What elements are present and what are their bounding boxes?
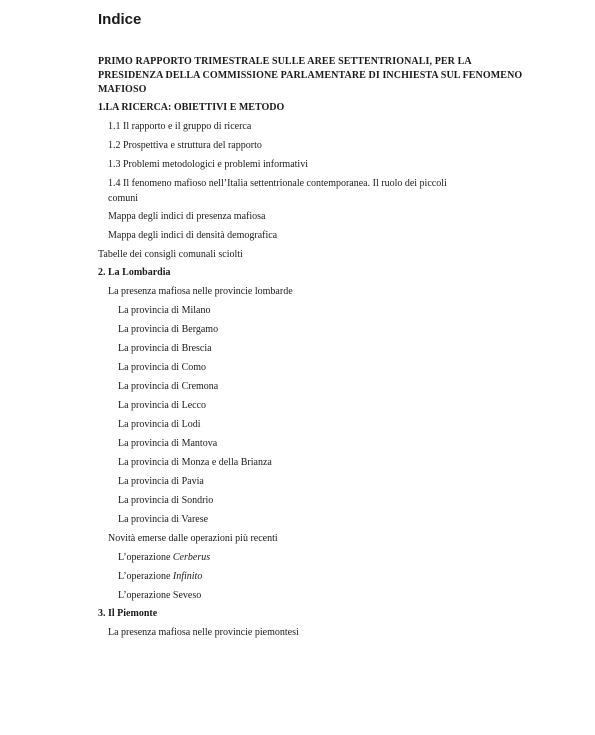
toc-province-bergamo: La provincia di Bergamo xyxy=(118,324,219,335)
toc-entry-1-3: 1.3 Problemi metodologici e problemi informativi xyxy=(108,159,308,170)
toc-entry-map-density: Mappa degli indici di densità demografica xyxy=(108,230,278,241)
toc-province-sondrio: La provincia di Sondrio xyxy=(118,495,214,506)
toc-entry-1-2: 1.2 Prospettiva e struttura del rapporto xyxy=(108,140,262,151)
toc-province-cremona: La provincia di Cremona xyxy=(118,381,219,392)
toc-entry-piemonte-intro: La presenza mafiosa nelle provincie piemontesi xyxy=(108,627,299,638)
toc-entry-1-4-line-2: comuni xyxy=(108,193,138,204)
toc-province-lecco: La provincia di Lecco xyxy=(118,400,207,411)
toc-entry-operazione-seveso: L’operazione Seveso xyxy=(118,590,202,601)
operation-prefix: L’operazione xyxy=(118,571,173,582)
toc-entry-tables: Tabelle dei consigli comunali sciolti xyxy=(98,249,243,260)
toc-section-1: 1.LA RICERCA: OBIETTIVI E METODO xyxy=(98,102,285,113)
toc-section-3: 3. Il Piemonte xyxy=(98,608,158,619)
toc-entry-lombardia-intro: La presenza mafiosa nelle provincie lombarde xyxy=(108,286,293,297)
toc-entry-map-presence: Mappa degli indici di presenza mafiosa xyxy=(108,211,266,222)
toc-entry-1-4-line-1: 1.4 Il fenomeno mafioso nell’Italia settentrionale contemporanea. Il ruolo dei piccoli xyxy=(108,178,447,189)
toc-province-varese: La provincia di Varese xyxy=(118,514,209,525)
operation-name-cerberus: Cerberus xyxy=(172,552,211,563)
toc-province-monza-brianza: La provincia di Monza e della Brianza xyxy=(118,457,272,468)
report-heading-line-2: PRESIDENZA DELLA COMMISSIONE PARLAMENTARE DI INCHIESTA SUL FENOMENO xyxy=(98,70,523,81)
toc-province-pavia: La provincia di Pavia xyxy=(118,476,204,487)
toc-entry-novita: Novità emerse dalle operazioni più recenti xyxy=(108,533,278,544)
toc-entry-operazione-infinito xyxy=(118,571,202,582)
report-heading-line-3: MAFIOSO xyxy=(98,84,147,95)
page-title: Indice xyxy=(98,11,142,28)
toc-province-brescia: La provincia di Brescia xyxy=(118,343,212,354)
toc-entry-operazione-cerberus xyxy=(118,552,210,563)
toc-section-2: 2. La Lombardia xyxy=(98,267,171,278)
operation-prefix: L’operazione xyxy=(118,552,173,563)
toc-province-lodi: La provincia di Lodi xyxy=(118,419,201,430)
report-heading-line-1: PRIMO RAPPORTO TRIMESTRALE SULLE AREE SETTENTRIONALI, PER LA xyxy=(98,56,472,67)
toc-province-milano: La provincia di Milano xyxy=(118,305,211,316)
operation-name-infinito: Infinito xyxy=(172,571,203,582)
toc-province-como: La provincia di Como xyxy=(118,362,207,373)
toc-province-mantova: La provincia di Mantova xyxy=(118,438,218,449)
toc-entry-1-1: 1.1 Il rapporto e il gruppo di ricerca xyxy=(108,121,252,132)
